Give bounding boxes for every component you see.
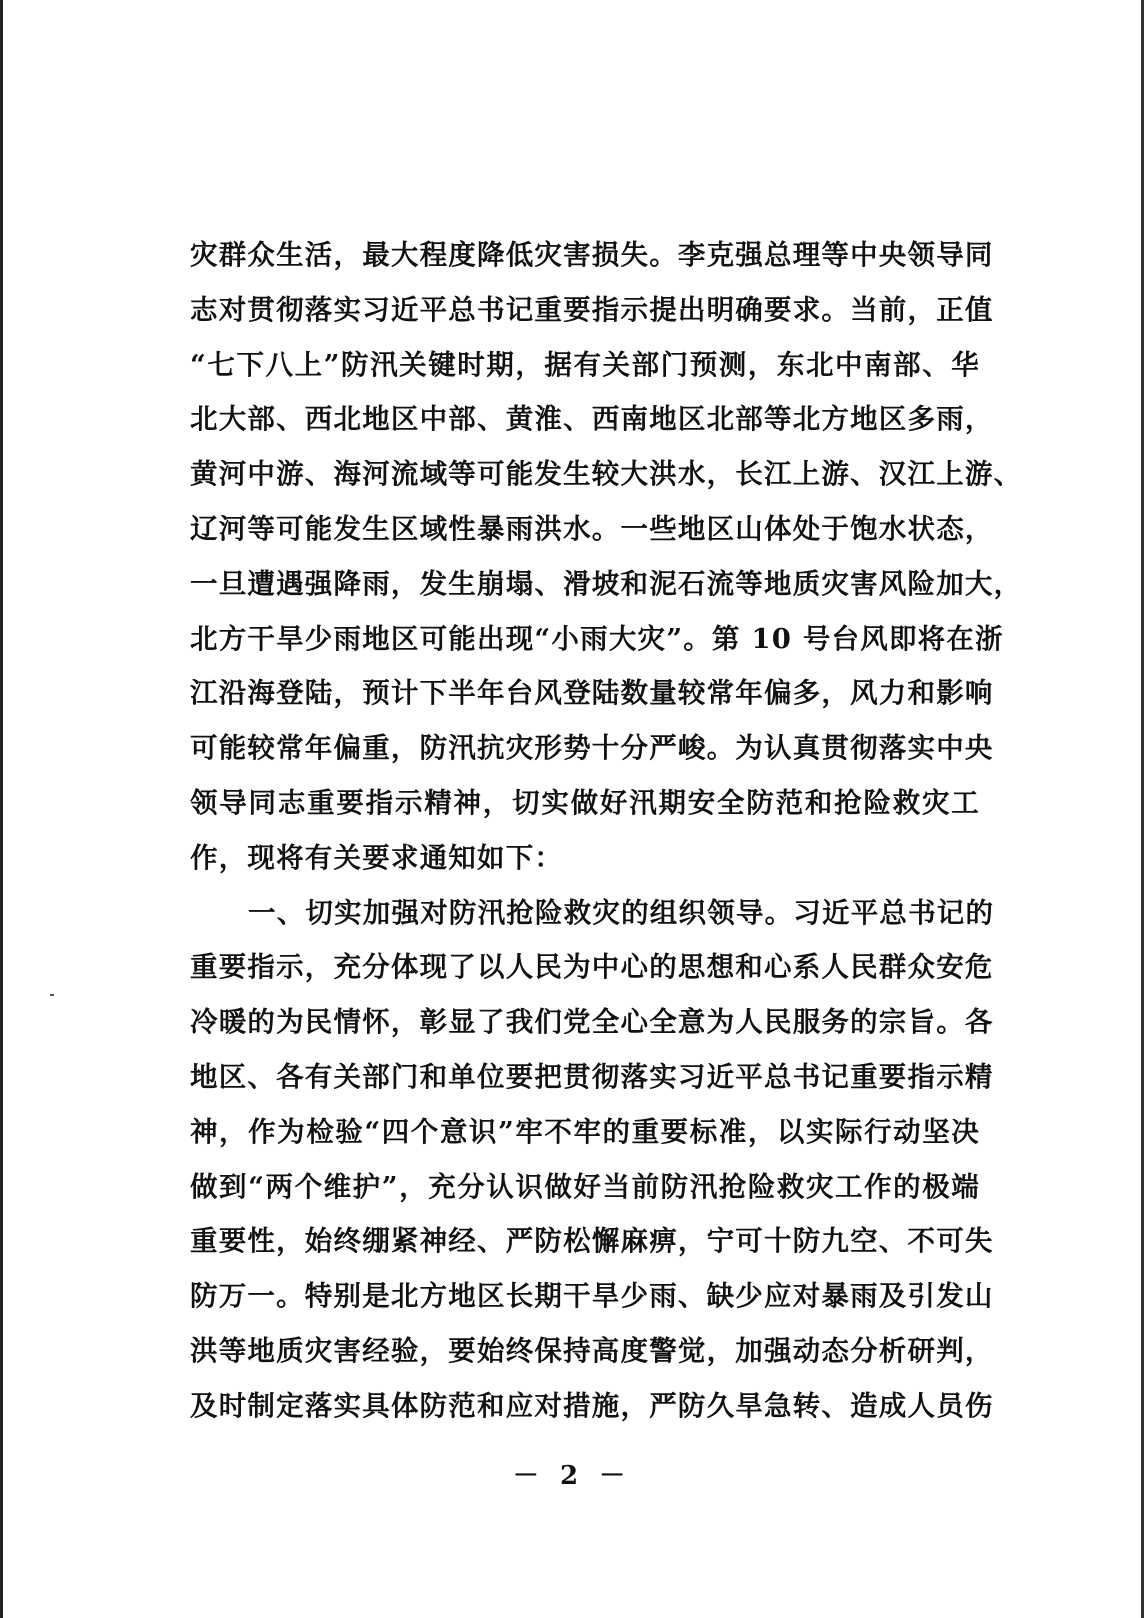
text-line: 做到“两个维护”，充分认识做好当前防汛抢险救灾工作的极端 bbox=[190, 1170, 980, 1203]
text-line: 一旦遭遇强降雨，发生崩塌、滑坡和泥石流等地质灾害风险加大， bbox=[190, 567, 1023, 600]
text-line: 北方干旱少雨地区可能出现“小雨大灾”。第 10 号台风即将在浙 bbox=[190, 622, 1004, 655]
scan-speck bbox=[50, 994, 54, 996]
text-line: 领导同志重要指示精神，切实做好汛期安全防范和抢险救灾工 bbox=[190, 786, 980, 819]
text-line: 防万一。特别是北方地区长期干旱少雨、缺少应对暴雨及引发山 bbox=[190, 1280, 994, 1313]
text-line: 重要性，始终绷紧神经、严防松懈麻痹，宁可十防九空、不可失 bbox=[190, 1225, 994, 1258]
text-line: 冷暖的为民情怀，彰显了我们党全心全意为人民服务的宗旨。各 bbox=[190, 1006, 994, 1039]
text-line: 神，作为检验“四个意识”牢不牢的重要标准，以实际行动坚决 bbox=[190, 1115, 980, 1148]
scan-edge-left bbox=[0, 0, 3, 1618]
text-line: 洪等地质灾害经验，要始终保持高度警觉，加强动态分析研判， bbox=[190, 1334, 994, 1367]
text-line: 作，现将有关要求通知如下： bbox=[190, 841, 564, 874]
text-line: 黄河中游、海河流域等可能发生较大洪水，长江上游、汉江上游、 bbox=[190, 458, 1023, 491]
text-line: 志对贯彻落实习近平总书记重要指示提出明确要求。当前，正值 bbox=[190, 293, 994, 326]
text-line: 江沿海登陆，预计下半年台风登陆数量较常年偏多，风力和影响 bbox=[190, 677, 994, 710]
text-line: 重要指示，充分体现了以人民为中心的思想和心系人民群众安危 bbox=[190, 951, 994, 984]
text-line: 灾群众生活，最大程度降低灾害损失。李克强总理等中央领导同 bbox=[190, 239, 994, 271]
section-heading-line: 一、切实加强对防汛抢险救灾的组织领导。习近平总书记的 bbox=[248, 896, 995, 929]
body-text bbox=[190, 228, 1023, 1434]
text-line: 辽河等可能发生区域性暴雨洪水。一些地区山体处于饱水状态， bbox=[190, 512, 994, 545]
page-number: － 2 － bbox=[512, 1461, 632, 1491]
text-line: 及时制定落实具体防范和应对措施，严防久旱急转、造成人员伤 bbox=[190, 1389, 994, 1422]
text-line: 地区、各有关部门和单位要把贯彻落实习近平总书记重要指示精 bbox=[190, 1060, 994, 1093]
text-line: 可能较常年偏重，防汛抗灾形势十分严峻。为认真贯彻落实中央 bbox=[190, 732, 994, 765]
text-line: “七下八上”防汛关键时期，据有关部门预测，东北中南部、华 bbox=[190, 348, 980, 381]
text-line: 北大部、西北地区中部、黄淮、西南地区北部等北方地区多雨， bbox=[190, 403, 994, 436]
